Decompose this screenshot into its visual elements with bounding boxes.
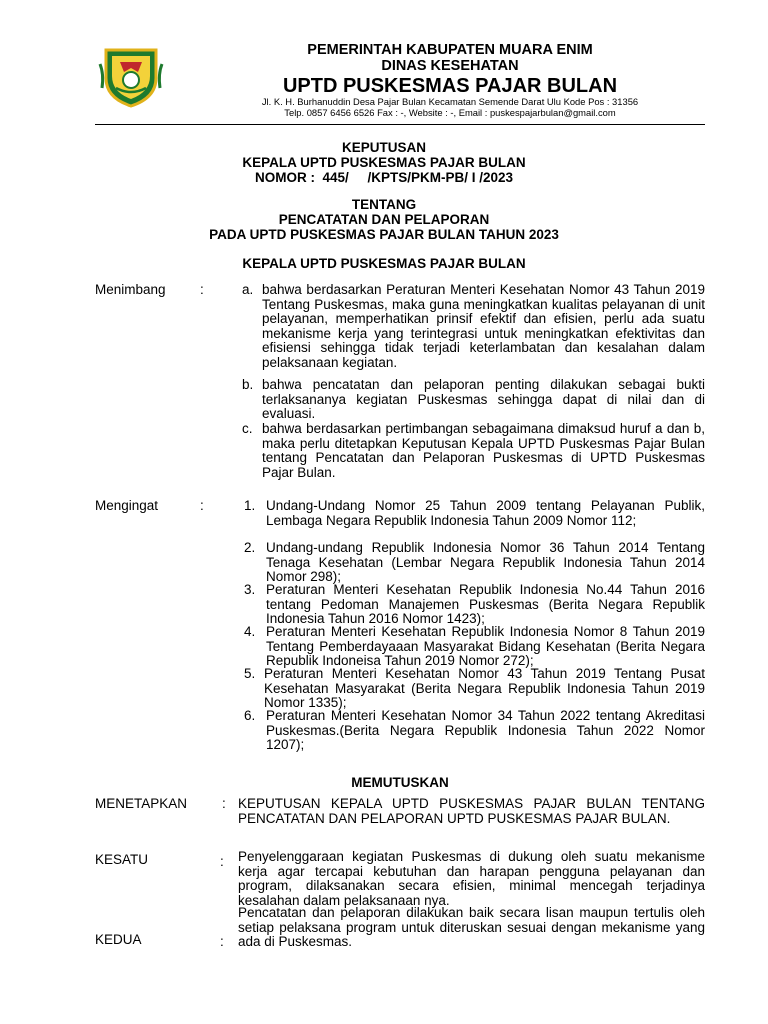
header-line-3: UPTD PUSKESMAS PAJAR BULAN — [282, 75, 618, 97]
mengingat-item-5: Peraturan Menteri Kesehatan Nomor 43 Tahun 2019 Tentang Pusat Kesehatan Masyarakat (Berita Negara Republik Indonesia Tahun 2019 Nomor 1335); — [264, 666, 705, 711]
title-keputusan: KEPUTUSAN — [341, 140, 426, 155]
mengingat-item-6: Peraturan Menteri Kesehatan Nomor 34 Tahun 2022 tentang Akreditasi Puskesmas.(Berita Negara Republik Indonesia Tahun 2022 Nomor 1207); — [266, 708, 705, 753]
regency-logo — [98, 44, 164, 110]
menimbang-colon: : — [200, 282, 204, 297]
menimbang-marker-a: a. — [242, 282, 254, 297]
header-line-1: PEMERINTAH KABUPATEN MUARA ENIM — [307, 42, 593, 58]
menimbang-marker-b: b. — [242, 377, 254, 392]
memutuskan-heading: MEMUTUSKAN — [351, 775, 449, 790]
menimbang-label: Menimbang — [95, 282, 166, 297]
title-subject-1: PENCATATAN DAN PELAPORAN — [278, 212, 490, 227]
menimbang-item-b: bahwa pencatatan dan pelaporan penting dilakukan sebagai bukti terlaksananya kegiatan Puskesmas sehingga dapat di nilai dan di evaluasi. — [262, 377, 705, 422]
mengingat-colon: : — [200, 498, 204, 513]
mengingat-marker-4: 4. — [244, 624, 256, 639]
mengingat-marker-1: 1. — [244, 498, 256, 513]
mengingat-marker-3: 3. — [244, 582, 256, 597]
header-address: Jl. K. H. Burhanuddin Desa Pajar Bulan Kecamatan Semende Darat Ulu Kode Pos : 31356 — [261, 96, 639, 107]
menetapkan-colon: : — [222, 796, 226, 811]
menimbang-item-c: bahwa berdasarkan pertimbangan sebagaimana dimaksud huruf a dan b, maka perlu ditetapkan Keputusan Kepala UPTD Puskesmas Pajar Bulan tentang Pencatatan dan Pelaporan Puskesmas di UPTD Puskesmas Pajar Bulan. — [262, 421, 705, 480]
title-kepala: KEPALA UPTD PUSKESMAS PAJAR BULAN — [242, 155, 526, 170]
header-line-2: DINAS KESEHATAN — [381, 58, 519, 74]
header-contact: Telp. 0857 6456 6526 Fax : -, Website : -, Email : puskespajarbulan@gmail.com — [284, 107, 616, 118]
kesatu-text: Penyelenggaraan kegiatan Puskesmas di dukung oleh suatu mekanisme kerja agar tercapai kebutuhan dan harapan pengguna pelayanan dan program, dilaksanakan secara efisien, minimal mencegah terjadinya kesalahan dalam pelaksanaan nya. — [238, 849, 705, 908]
kesatu-colon: : — [220, 854, 224, 869]
title-tentang: TENTANG — [351, 197, 417, 212]
kedua-text: Pencatatan dan pelaporan dilakukan baik secara lisan maupun tertulis oleh setiap pelaksana program untuk diteruskan sesuai dengan mekanisme yang ada di Puskesmas. — [238, 905, 705, 950]
mengingat-label: Mengingat — [95, 498, 159, 513]
mengingat-item-4: Peraturan Menteri Kesehatan Republik Indonesia Nomor 8 Tahun 2019 Tentang Pemberdayaaan Masyarakat Bidang Kesehatan (Berita Negara Republik Indoneisa Tahun 2019 Nomor 272); — [266, 624, 705, 669]
title-authority: KEPALA UPTD PUSKESMAS PAJAR BULAN — [242, 256, 526, 271]
title-nomor: NOMOR : 445/ /KPTS/PKM-PB/ I /2023 — [254, 170, 514, 185]
mengingat-item-2: Undang-undang Republik Indonesia Nomor 36 Tahun 2014 Tentang Tenaga Kesehatan (Lembar Negara Republik Indonesia Tahun 2014 Nomor 298); — [266, 540, 705, 585]
mengingat-item-1: Undang-Undang Nomor 25 Tahun 2009 tentang Pelayanan Publik, Lembaga Negara Republik Indonesia Tahun 2009 Nomor 112; — [266, 498, 705, 528]
mengingat-item-3: Peraturan Menteri Kesehatan Republik Indonesia No.44 Tahun 2016 tentang Pedoman Manajemen Puskesmas (Berita Negara Republik Indonesia Tahun 2016 Nomor 1423); — [266, 582, 705, 627]
mengingat-marker-5: 5. — [244, 666, 256, 681]
mengingat-marker-2: 2. — [244, 540, 256, 555]
kesatu-label: KESATU — [95, 852, 149, 867]
kedua-colon: : — [220, 934, 224, 949]
menimbang-marker-c: c. — [242, 421, 253, 436]
menimbang-item-a: bahwa berdasarkan Peraturan Menteri Kesehatan Nomor 43 Tahun 2019 Tentang Puskesmas, maka guna meningkatkan kualitas pelayanan di unit pelayanan, memperhatikan prinsif efektif dan efisien, perlu ada suatu mekanisme kerja yang terintegrasi untuk meningkatkan efektivitas dan efisiensi sehingga tidak terjadi keterlambatan dan kesalahan dalam pelaksanaan kegiatan. — [262, 282, 705, 370]
menetapkan-text: KEPUTUSAN KEPALA UPTD PUSKESMAS PAJAR BULAN TENTANG PENCATATAN DAN PELAPORAN UPTD PUSKESMAS PAJAR BULAN. — [238, 796, 705, 826]
menetapkan-label: MENETAPKAN — [95, 796, 188, 811]
kedua-label: KEDUA — [95, 932, 142, 947]
title-subject-2: PADA UPTD PUSKESMAS PAJAR BULAN TAHUN 2023 — [209, 227, 559, 242]
header-divider — [95, 124, 705, 125]
mengingat-marker-6: 6. — [244, 708, 256, 723]
